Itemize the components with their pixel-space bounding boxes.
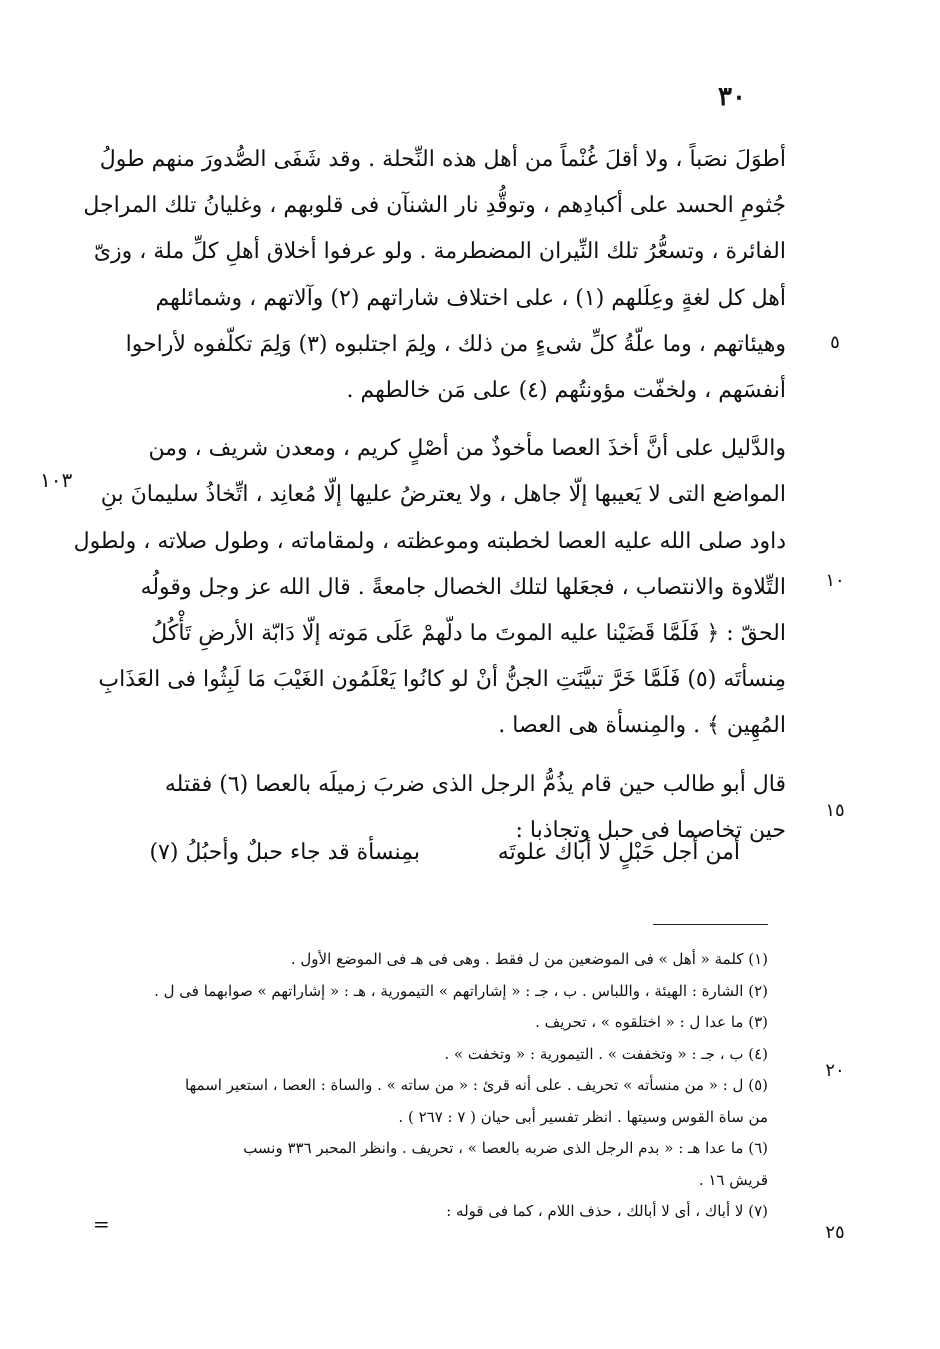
footnote-separator xyxy=(653,924,768,925)
original-page-number: ١٠٣ xyxy=(40,468,73,492)
footnote-line: (٢) الشارة : الهيئة ، واللباس . ب ، جـ : « إشاراتهم » التيمورية ، هـ : « إشاراتهم » صوابهما فى ل . xyxy=(154,981,768,1000)
text-line: أطوَلَ نصَباً ، ولا أقلَ غُنْماً من أهل هذه النِّحلة . وقد شَفَى الصُّدورَ منهم طولُ xyxy=(99,147,786,172)
text-line: الفائرة ، وتسعُّرُ تلك النِّيران المضطرمة . ولو عرفوا أخلاق أهلِ كلِّ ملة ، وزىّ xyxy=(93,239,786,265)
text-line: أنفسَهم ، ولخفّت مؤونتُهم (٤) على مَن خالطهم . xyxy=(346,378,786,404)
text-line: الحقّ : ﴿ فَلَمَّا قَضَيْنا عليه الموتَ ما دلّهمْ عَلَى مَوته إلّا دَابّة الأرضِ تَأْكُلُ xyxy=(151,621,786,647)
verse-first-hemistich: أمن أجل حَبْلٍ لا أباك علوتَه xyxy=(497,840,740,865)
text-line: المُهِين ﴾ . والمِنسأة هى العصا . xyxy=(498,713,786,739)
footnotes xyxy=(100,944,768,1228)
text-line: داود صلى الله عليه العصا لخطبته وموعظته ، ولمقاماته ، وطول صلاته ، ولطول xyxy=(73,528,786,554)
text-line: التِّلاوة والانتصاب ، فجعَلها لتلك الخصال جامعةً . قال الله عز وجل وقولُه xyxy=(140,574,786,600)
footnote-line: قريش ١٦ . xyxy=(698,1170,768,1189)
text-line: قال أبو طالب حين قام يذُمُّ الرجل الذى ضربَ زميلَه بالعصا (٦) فقتله xyxy=(164,771,786,797)
text-line: أهل كل لغةٍ وعِلَلهم (١) ، على اختلاف شاراتهم (٢) وآلاتهم ، وشمائلهم xyxy=(155,285,786,311)
verse-second-hemistich: بمِنسأة قد جاء حبلٌ وأحبُلُ (٧) xyxy=(149,840,420,865)
footnote-line: (٤) ب ، جـ : « وتخففت » . التيمورية : « وتخفت » . xyxy=(444,1044,768,1063)
footnote-line: (٣) ما عدا ل : « اختلقوه » ، تحريف . xyxy=(535,1013,768,1031)
line-number-10: ١٠ xyxy=(825,570,845,591)
text-line: جُثومِ الحسد على أكبادِهم ، وتوقُّدِ نار الشنآن فى قلوبهم ، وغليانُ تلك المراجل xyxy=(83,193,786,219)
line-number-25: ٢٥ xyxy=(825,1222,845,1243)
line-number-5: ٥ xyxy=(830,332,840,353)
footnote-line: (٧) لا أباك ، أى لا أبالك ، حذف اللام ، كما فى قوله : xyxy=(446,1202,768,1220)
text-line: وهيئاتهم ، وما علّةُ كلِّ شىءٍ من ذلك ، ولِمَ اجتلبوه (٣) وَلِمَ تكلّفوه لأراحوا xyxy=(125,331,786,357)
text-line: مِنسأتَه (٥) فَلَمَّا خَرَّ تبيَّنَتِ الجنُّ أنْ لو كانُوا يَعْلَمُون الغَيْبَ مَا لَبِثُوا فى العَذَابِ xyxy=(98,667,786,693)
line-number-15: ١٥ xyxy=(825,800,845,821)
main-text xyxy=(73,137,786,854)
footnote-line: من ساة القوس وسيتها . انظر تفسير أبى حيان ( ٧ : ٢٦٧ ) . xyxy=(398,1107,768,1126)
continuation-mark: = xyxy=(93,1212,110,1236)
text-line: والدَّليل على أنَّ أخذَ العصا مأخوذٌ من أصْلٍ كريم ، ومعدن شريف ، ومن xyxy=(148,436,786,462)
text-line: المواضع التى لا يَعيبها إلّا جاهل ، ولا يعترضُ عليها إلّا مُعانِد ، اتِّخاذُ سليمانَ بنِ xyxy=(100,482,786,508)
footnote-line: (١) كلمة « أهل » فى الموضعين من ل فقط . وهى فى هـ فى الموضع الأول . xyxy=(290,950,768,968)
page-number: ٣٠ xyxy=(718,82,746,112)
line-number-20: ٢٠ xyxy=(825,1060,845,1081)
text-line: حين تخاصما فى حبل وتجاذبا : xyxy=(515,817,786,843)
poetry-verse xyxy=(140,830,740,878)
footnote-line: (٥) ل : « من منسأته » تحريف . على أنه قرئ : « من ساته » . والساة : العصا ، استعير اسمها xyxy=(185,1076,768,1094)
footnote-line: (٦) ما عدا هـ : « بدم الرجل الذى ضربه بالعصا » ، تحريف . وانظر المحبر ٣٣٦ ونسب xyxy=(243,1139,768,1157)
